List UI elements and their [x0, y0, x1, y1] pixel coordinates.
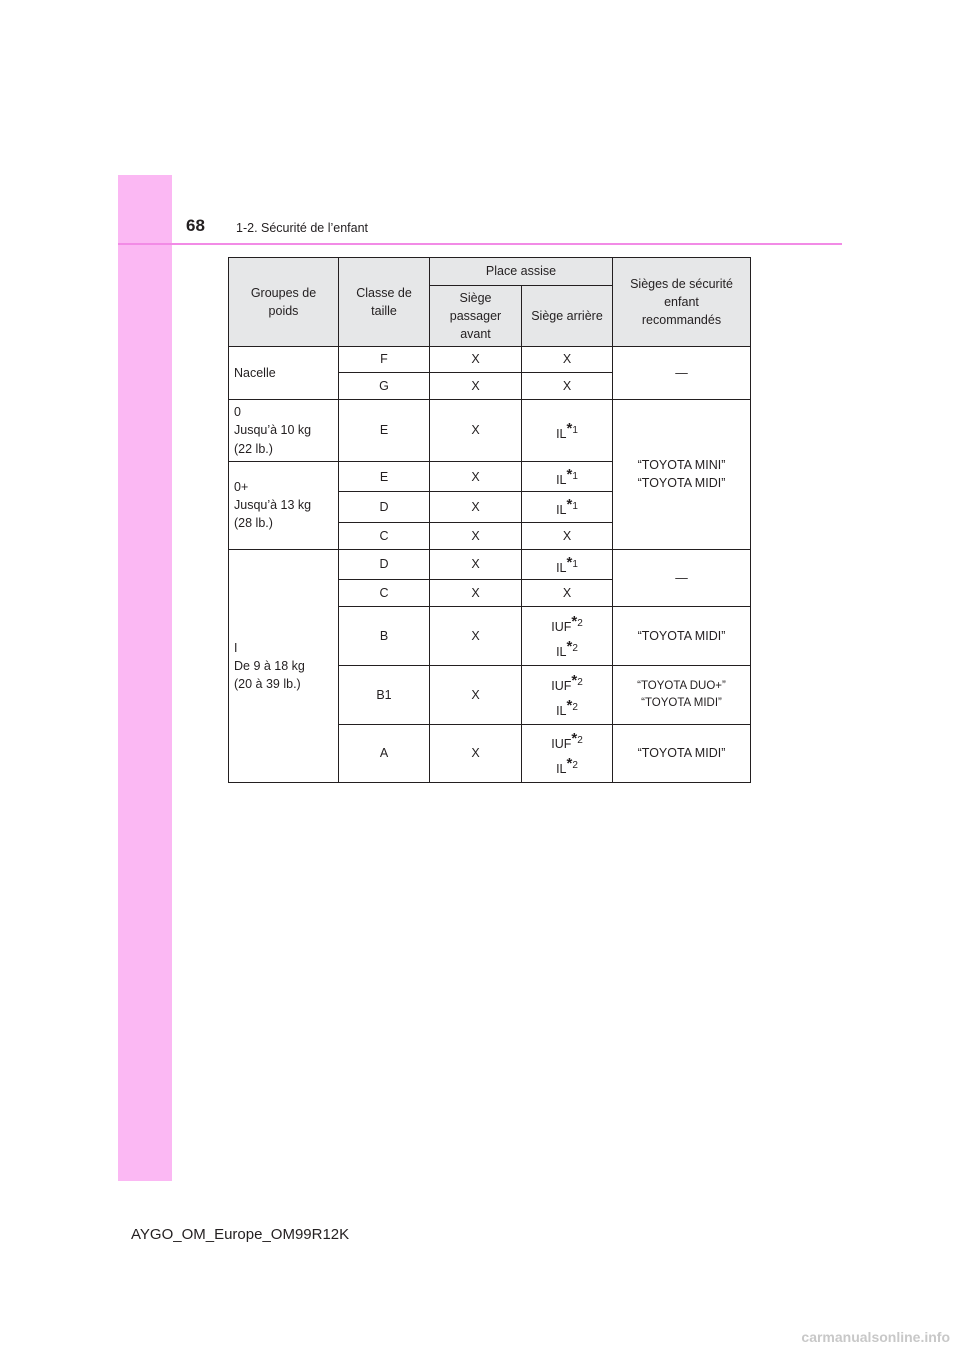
- front-seat-cell: X: [430, 462, 522, 492]
- front-seat-cell: X: [430, 724, 522, 782]
- size-class-cell: E: [339, 400, 430, 462]
- front-seat-cell: X: [430, 347, 522, 373]
- table-row: [229, 549, 751, 579]
- front-seat-cell: X: [430, 522, 522, 549]
- front-seat-cell: X: [430, 665, 522, 724]
- table-row: [229, 400, 751, 462]
- header-seating-position: Place assise: [430, 258, 613, 286]
- table-row: [229, 347, 751, 373]
- size-class-cell: B: [339, 606, 430, 665]
- group-nacelle: Nacelle: [229, 347, 339, 400]
- front-seat-cell: X: [430, 579, 522, 606]
- recommended-group-I-top: —: [613, 549, 751, 606]
- size-class-cell: B1: [339, 665, 430, 724]
- group-0-plus: 0+ Jusqu’à 13 kg (28 lb.): [229, 462, 339, 550]
- watermark: carmanualsonline.info: [801, 1329, 950, 1345]
- rear-seat-cell: X: [522, 373, 613, 400]
- header-divider: [118, 243, 842, 245]
- size-class-cell: D: [339, 549, 430, 579]
- footer-document-id: AYGO_OM_Europe_OM99R12K: [131, 1226, 350, 1243]
- size-class-cell: E: [339, 462, 430, 492]
- front-seat-cell: X: [430, 606, 522, 665]
- rear-seat-cell: IL$^{*1}$: [522, 462, 613, 492]
- recommended-class-B1: “TOYOTA DUO+” “TOYOTA MIDI”: [613, 665, 751, 724]
- rear-seat-cell: IL$^{*1}$: [522, 549, 613, 579]
- recommended-nacelle: —: [613, 347, 751, 400]
- size-class-cell: C: [339, 579, 430, 606]
- rear-seat-cell: IL$^{*1}$: [522, 492, 613, 522]
- section-title: 1-2. Sécurité de l’enfant: [236, 221, 369, 235]
- rear-seat-cell: IUF$^{*2}$ IL$^{*2}$: [522, 606, 613, 665]
- page-number: 68: [186, 216, 205, 235]
- front-seat-cell: X: [430, 549, 522, 579]
- size-class-cell: G: [339, 373, 430, 400]
- rear-seat-cell: X: [522, 579, 613, 606]
- front-seat-cell: X: [430, 492, 522, 522]
- header-front-passenger-seat: Siège passager avant: [430, 286, 522, 347]
- group-I: I De 9 à 18 kg (20 à 39 lb.): [229, 549, 339, 782]
- header-recommended-seats: Sièges de sécurité enfant recommandés: [613, 258, 751, 347]
- front-seat-cell: X: [430, 400, 522, 462]
- header-weight-group: Groupes de poids: [229, 258, 339, 347]
- recommended-class-A: “TOYOTA MIDI”: [613, 724, 751, 782]
- header-rear-seat: Siège arrière: [522, 286, 613, 347]
- group-0: 0 Jusqu’à 10 kg (22 lb.): [229, 400, 339, 462]
- recommended-class-B: “TOYOTA MIDI”: [613, 606, 751, 665]
- side-tab-band: [118, 175, 172, 1181]
- rear-seat-cell: IUF$^{*2}$ IL$^{*2}$: [522, 665, 613, 724]
- rear-seat-cell: IL$^{*1}$: [522, 400, 613, 462]
- rear-seat-cell: IUF$^{*2}$ IL$^{*2}$: [522, 724, 613, 782]
- header-size-class: Classe de taille: [339, 258, 430, 347]
- size-class-cell: F: [339, 347, 430, 373]
- child-seat-compatibility-table: [228, 257, 751, 783]
- rear-seat-cell: X: [522, 347, 613, 373]
- size-class-cell: D: [339, 492, 430, 522]
- rear-seat-cell: X: [522, 522, 613, 549]
- size-class-cell: A: [339, 724, 430, 782]
- size-class-cell: C: [339, 522, 430, 549]
- front-seat-cell: X: [430, 373, 522, 400]
- recommended-group-0: “TOYOTA MINI” “TOYOTA MIDI”: [613, 400, 751, 550]
